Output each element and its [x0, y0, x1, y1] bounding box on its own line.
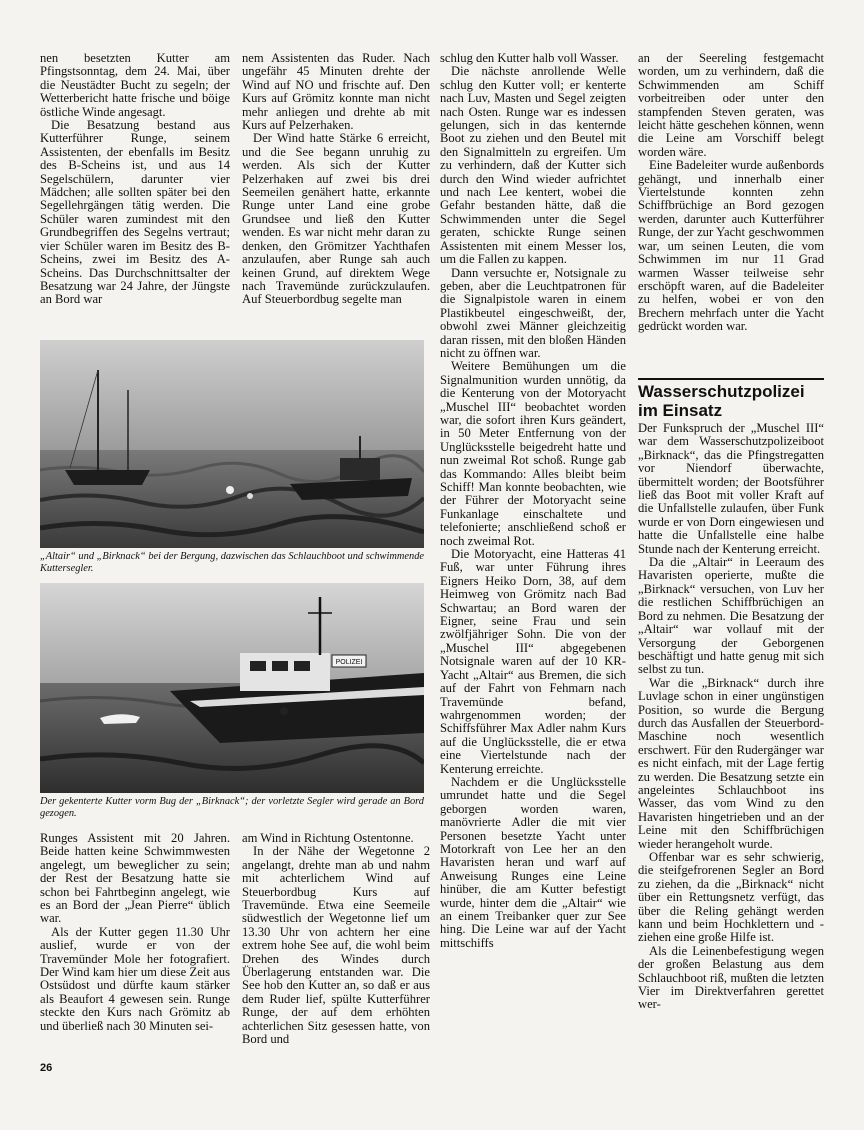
section-heading: Wasserschutzpolizei im Einsatz [638, 382, 805, 420]
paragraph: In der Nähe der Wegetonne 2 angelangt, drehte man ab und nahm mit achterlichem Wind auf Steuerbordbug Kurs auf Travemünde. Etwa eine Seemeile südwestlich der Wegetonne lief um 13.30 Uhr von achtern her eine extrem hohe See auf, die wohl beim Drehen des Windes durch Überlagerung entstanden war. Die See hob den Kutter an, so daß er aus dem Ruder lief, spülte Kutterführer Runge, der auf dem erhöhten achterlichen Sitz gesessen hatte, von Bord und [242, 844, 430, 1047]
paragraph: Der Funkspruch der „Muschel III“ war dem Wasserschutzpolizeiboot „Birknack“, das die Pfingstregatten vor Niendorf überwachte, übermittelt worden; der Bootsführer ließ das Boot mit voller Kraft auf die Unfallstelle zulaufen, über Funk wurde er von Dorn eingewiesen und hatte die Unfallstelle eine halbe Stunde nach der Kenterung erreicht. [638, 421, 824, 556]
caption-photo-2: Der gekenterte Kutter vorm Bug der „Birknack“; der vorletzte Segler wird gerade an Bord gezogen. [40, 796, 424, 819]
photo-image [40, 583, 424, 793]
boat-label: POLIZEI [335, 659, 363, 666]
paragraph: am Wind in Richtung Ostentonne. [242, 831, 414, 845]
column-2-top [242, 52, 430, 307]
caption-photo-1: „Altair“ und „Birknack“ bei der Bergung, dazwischen das Schlauchboot und schwimmende Kuttersegler. [40, 551, 424, 574]
paragraph: Weitere Bemühungen um die Signalmunition wurden unnötig, da die Kenterung von der Motoryacht „Muschel III“ beobachtet worden war, die sofort ihren Kurs geändert, in 50 Meter Entfernung von der Unglücksstelle beigedreht hatte und nun zweimal Rot schoß. Runge gab das Kommando: Alles bleibt beim Schiff! Man konnte beobachten, wie der Führer der Motoryacht seine Funkanlage einschaltete und telefonierte; anschließend schoß er noch zweimal Rot. [440, 359, 626, 548]
page-number: 26 [40, 1062, 53, 1074]
column-4-bottom [638, 422, 824, 1012]
paragraph: schlug den Kutter halb voll Wasser. [440, 51, 619, 65]
paragraph: Die nächste anrollende Welle schlug den Kutter voll; er kenterte nach Luv, Masten und Segel zeigten nach Osten. Runge war es indessen gelungen, sich in das kenternde Boot zu ziehen und den Beutel mit den Signalmitteln zu ergreifen. Um zu verhindern, daß der Kutter sich durch den Wind wieder aufrichtet und nach Lee kentert, wobei die Gefahr bestanden hätte, daß die Schwimmenden unter die Segel geraten, schickte Runge seinen Assistenten mit einem Messer los, um die Fallen zu kappen. [440, 64, 626, 267]
column-2-bottom [242, 832, 430, 1047]
paragraph: Runges Assistent mit 20 Jahren. Beide hatten keine Schwimmwesten angelegt, um beweglicher zu sein; der Rest der Besatzung hatte sie schon bei Fahrtbeginn angelegt, wie es an Bord der „Jean Pierre“ üblich war. [40, 831, 230, 926]
paragraph: Nachdem er die Unglücksstelle umrundet hatte und die Segel geborgen worden waren, manövrierte Adler die mit vier Personen besetzte Yacht unter Motorkraft von Lee her an den Havaristen heran und warf auf Anweisung Runges eine Leine hinüber, die am Kutter befestigt wurde, hinter dem die „Altair“ wie an einem Treibanker quer zur See hing. Die Leine war auf der Yacht mittschiffs [440, 774, 626, 950]
paragraph: Dann versuchte er, Notsignale zu geben, aber die Leuchtpatronen für die Signalpistole waren in einem Plastikbeutel eingeschweißt, der, obwohl zwei Männer gleichzeitig daran rissen, mit den bloßen Händen nicht zu öffnen war. [440, 265, 626, 360]
photo-image [40, 340, 424, 548]
column-4-top [638, 52, 824, 334]
paragraph: Offenbar war es sehr schwierig, die steifgefrorenen Segler an Bord zu ziehen, da die „Birknack“ nicht über ein Rettungsnetz verfügt, das über die Reling gehängt werden kann und beim Hochklettern und -ziehen eine große Hilfe ist. [638, 850, 824, 945]
section-heading-box [638, 378, 824, 420]
column-3 [440, 52, 626, 950]
paragraph: an der Seereling festgemacht worden, um zu verhindern, daß die Schwimmenden am Schiff vorbeitreiben oder unter den stampfenden Steven geraten, was leicht hätte geschehen können, wenn die Leine am Vorschiff belegt worden wäre. [638, 51, 824, 159]
paragraph: Als der Kutter gegen 11.30 Uhr auslief, wurde er von der Travemünder Mole her fotografiert. Der Wind kam hier um diese Zeit aus Ostsüdost und dürfte kaum stärker als Beaufort 4 gewesen sein. Runge steckte den Kurs nach Grömitz ab und überließ nach 30 Minuten sei- [40, 924, 230, 1033]
paragraph: Eine Badeleiter wurde außenbords gehängt, und innerhalb einer Viertelstunde konnten zehn Schiffbrüchige an Bord gezogen werden, darunter auch Kutterführer Runge, der zur Yacht geschwommen war, um seinen Leuten, die vom Schwimmen im nur 11 Grad warmen Wasser teilweise sehr erschöpft waren, auf die Badeleiter zu helfen, wobei er von den Brechern mehrfach unter die Yacht gedrückt worden war. [638, 158, 824, 334]
paragraph: Da die „Altair“ in Leeraum des Havaristen operierte, mußte die „Birknack“ versuchen, von Luv her die restlichen Schiffbrüchigen an Bord zu nehmen. Die Besatzung der „Altair“ war vollauf mit der Versorgung der Geborgenen beschäftigt und hatte genug mit sich selbst zu tun. [638, 555, 824, 677]
paragraph: Die Motoryacht, eine Hatteras 41 Fuß, war unter Führung ihres Eigners Heiko Dorn, 38, auf dem Heimweg von Grömitz nach Bad Schwartau; an Bord waren der Eigner, seine Frau und sein zwölfjähriger Sohn. Die von der „Muschel III“ abgegebenen Notsignale waren auf der 10 KR-Yacht „Altair“ aus Bremen, die sich auf der Fahrt von Fehmarn nach Travemünde befand, wahrgenommen worden; der Schiffsführer Max Adler nahm Kurs auf die Unglücksstelle, die er etwa eine Viertelstunde nach der Kenterung erreichte. [440, 547, 626, 776]
paragraph: nen besetzten Kutter am Pfingstsonntag, dem 24. Mai, über die Neustädter Bucht zu segeln; der Wetterbericht hatte frische und böige östliche Winde angesagt. [40, 51, 230, 119]
photo-altair-birknack [40, 340, 424, 548]
column-1-top [40, 52, 230, 307]
paragraph: Als die Leinenbefestigung wegen der großen Belastung aus dem Schlauchboot riß, mußten die letzten Vier im Direktverfahren gerettet wer- [638, 943, 824, 1012]
paragraph: nem Assistenten das Ruder. Nach ungefähr 45 Minuten drehte der Wind auf NO und frischte auf. Den Kurs auf Grömitz konnte man nicht mehr anliegen und drehte ab mit Kurs auf Pelzerhaken. [242, 51, 430, 133]
paragraph: Die Besatzung bestand aus Kutterführer Runge, seinem Assistenten, der ebenfalls im Besitz des B-Scheins ist, und aus 14 Segelschülern, darunter vier Mädchen; alle sollten später bei den Segellehrgängen tätig werden. Die Schüler waren zumindest mit den Grundbegriffen des Segelns vertraut; vier Schüler waren im Besitz des B-Scheins, zwei im Besitz des A-Scheins. Das Durchschnittsalter der Besatzung war 24 Jahre, der Jüngste an Bord war [40, 118, 230, 307]
column-1-bottom [40, 832, 230, 1033]
paragraph: Der Wind hatte Stärke 6 erreicht, und die See begann unruhig zu werden. Als sich der Kutter Pelzerhaken auf zwei bis drei Seemeilen genähert hatte, erkannte Runge unter Land eine grobe Grundsee und ließ den Kutter wenden. Es war nicht mehr daran zu denken, den Grömitzer Yachthafen anzulaufen, aber Runge sah auch keinen Grund, auf direktem Wege nach Travemünde zurückzulaufen. Auf Steuerbordbug segelte man [242, 131, 430, 307]
paragraph: War die „Birknack“ durch ihre Luvlage schon in einer ungünstigen Position, so wurde die Bergung durch das Ausfallen der Steuerbord-Maschine noch wesentlich erschwert. Für den Rudergänger war es nicht einfach, mit der Lage fertig zu werden. Die Besatzung setzte ein angeleintes Schlauchboot ins Wasser, das vom Wind zu den Havaristen hingetrieben und an der Leine mit den Schiffbrüchigen wieder herangeholt wurde. [638, 675, 824, 851]
photo-birknack-bow [40, 583, 424, 793]
